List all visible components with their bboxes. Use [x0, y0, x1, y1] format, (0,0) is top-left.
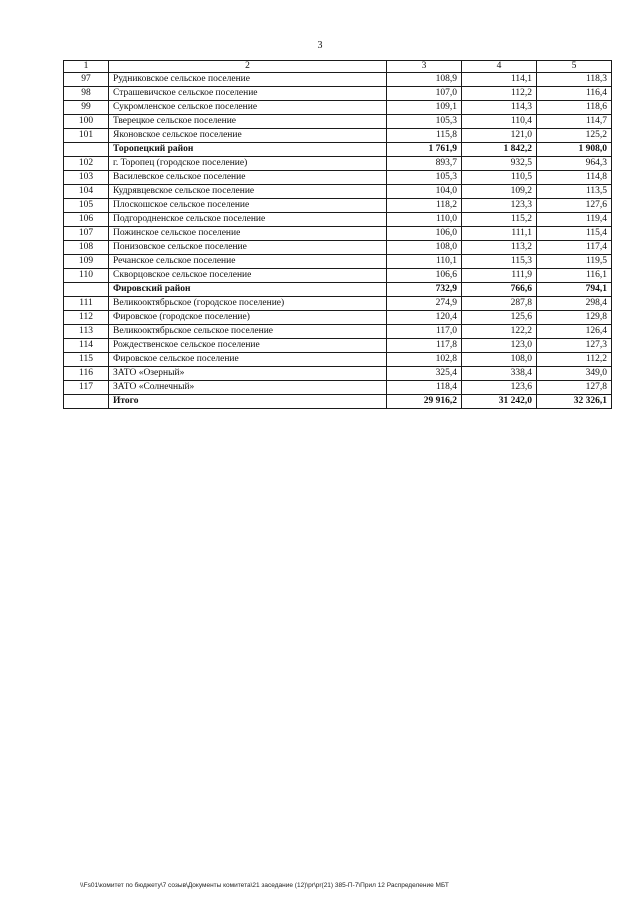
row-number: 110: [64, 269, 109, 283]
value-col-3: 110,1: [387, 255, 462, 269]
table-row: [64, 353, 612, 367]
municipality-name: Речанское сельское поселение: [109, 255, 387, 269]
value-col-5: 114,7: [537, 115, 612, 129]
row-number: 116: [64, 367, 109, 381]
row-number: 112: [64, 311, 109, 325]
column-header: 2: [109, 61, 387, 73]
municipality-name: Рождественское сельское поселение: [109, 339, 387, 353]
table-row: [64, 269, 612, 283]
row-number: 101: [64, 129, 109, 143]
value-col-3: 29 916,2: [387, 395, 462, 409]
value-col-5: 119,4: [537, 213, 612, 227]
value-col-4: 123,0: [462, 339, 537, 353]
table-row: [64, 171, 612, 185]
value-col-5: 118,6: [537, 101, 612, 115]
row-number: 104: [64, 185, 109, 199]
municipality-name: Понизовское сельское поселение: [109, 241, 387, 255]
value-col-5: 114,8: [537, 171, 612, 185]
value-col-4: 123,3: [462, 199, 537, 213]
value-col-4: 112,2: [462, 87, 537, 101]
value-col-5: 118,3: [537, 73, 612, 87]
municipality-name: Фировское (городское поселение): [109, 311, 387, 325]
table-header-row: [64, 61, 612, 73]
table-subtotal-row: [64, 395, 612, 409]
value-col-4: 125,6: [462, 311, 537, 325]
value-col-3: 118,4: [387, 381, 462, 395]
row-number: 111: [64, 297, 109, 311]
value-col-3: 109,1: [387, 101, 462, 115]
row-number: 100: [64, 115, 109, 129]
page-number: 3: [317, 40, 323, 51]
municipality-name: Кудрявцевское сельское поселение: [109, 185, 387, 199]
value-col-5: 298,4: [537, 297, 612, 311]
column-header: 4: [462, 61, 537, 73]
value-col-5: 113,5: [537, 185, 612, 199]
row-number: 113: [64, 325, 109, 339]
value-col-4: 123,6: [462, 381, 537, 395]
table-row: [64, 101, 612, 115]
table-subtotal-row: [64, 283, 612, 297]
value-col-4: 932,5: [462, 157, 537, 171]
municipality-name: Итого: [109, 395, 387, 409]
row-number: [64, 395, 109, 409]
value-col-3: 110,0: [387, 213, 462, 227]
column-header: 1: [64, 61, 109, 73]
municipality-name: г. Торопец (городское поселение): [109, 157, 387, 171]
row-number: 115: [64, 353, 109, 367]
municipality-name: Плоскошское сельское поселение: [109, 199, 387, 213]
value-col-4: 122,2: [462, 325, 537, 339]
value-col-5: 127,8: [537, 381, 612, 395]
value-col-4: 114,3: [462, 101, 537, 115]
value-col-4: 111,1: [462, 227, 537, 241]
row-number: [64, 143, 109, 157]
municipality-name: Фировское сельское поселение: [109, 353, 387, 367]
value-col-3: 106,6: [387, 269, 462, 283]
value-col-5: 349,0: [537, 367, 612, 381]
table-row: [64, 185, 612, 199]
municipality-name: Пожинское сельское поселение: [109, 227, 387, 241]
value-col-4: 110,4: [462, 115, 537, 129]
value-col-5: 127,6: [537, 199, 612, 213]
row-number: 99: [64, 101, 109, 115]
row-number: 107: [64, 227, 109, 241]
value-col-4: 287,8: [462, 297, 537, 311]
value-col-3: 893,7: [387, 157, 462, 171]
row-number: 103: [64, 171, 109, 185]
value-col-3: 120,4: [387, 311, 462, 325]
value-col-3: 117,0: [387, 325, 462, 339]
value-col-5: 126,4: [537, 325, 612, 339]
table-row: [64, 199, 612, 213]
value-col-3: 107,0: [387, 87, 462, 101]
table-row: [64, 213, 612, 227]
municipality-name: Подгородненское сельское поселение: [109, 213, 387, 227]
value-col-4: 114,1: [462, 73, 537, 87]
value-col-4: 115,3: [462, 255, 537, 269]
row-number: [64, 283, 109, 297]
value-col-5: 1 908,0: [537, 143, 612, 157]
value-col-4: 115,2: [462, 213, 537, 227]
table-subtotal-row: [64, 143, 612, 157]
row-number: 106: [64, 213, 109, 227]
value-col-3: 102,8: [387, 353, 462, 367]
municipality-name: Рудниковское сельское поселение: [109, 73, 387, 87]
value-col-3: 108,0: [387, 241, 462, 255]
value-col-3: 1 761,9: [387, 143, 462, 157]
value-col-4: 766,6: [462, 283, 537, 297]
municipality-name: Василевское сельское поселение: [109, 171, 387, 185]
table-row: [64, 325, 612, 339]
value-col-5: 32 326,1: [537, 395, 612, 409]
table-row: [64, 339, 612, 353]
municipality-name: Великооктябрьское (городское поселение): [109, 297, 387, 311]
value-col-3: 732,9: [387, 283, 462, 297]
municipality-name: Великооктябрьское сельское поселение: [109, 325, 387, 339]
value-col-3: 115,8: [387, 129, 462, 143]
value-col-3: 106,0: [387, 227, 462, 241]
value-col-4: 110,5: [462, 171, 537, 185]
table-row: [64, 255, 612, 269]
value-col-5: 125,2: [537, 129, 612, 143]
municipality-name: Сукромленское сельское поселение: [109, 101, 387, 115]
value-col-3: 274,9: [387, 297, 462, 311]
table-row: [64, 367, 612, 381]
table-row: [64, 157, 612, 171]
value-col-5: 964,3: [537, 157, 612, 171]
value-col-5: 117,4: [537, 241, 612, 255]
municipality-name: Страшевичское сельское поселение: [109, 87, 387, 101]
value-col-3: 104,0: [387, 185, 462, 199]
municipality-name: Торопецкий район: [109, 143, 387, 157]
row-number: 109: [64, 255, 109, 269]
value-col-3: 105,3: [387, 115, 462, 129]
value-col-5: 127,3: [537, 339, 612, 353]
municipality-name: Яконовское сельское поселение: [109, 129, 387, 143]
row-number: 97: [64, 73, 109, 87]
value-col-5: 115,4: [537, 227, 612, 241]
value-col-3: 325,4: [387, 367, 462, 381]
municipality-name: Тверецкое сельское поселение: [109, 115, 387, 129]
file-path-footer: \\Fs01\комитет по бюджету\7 созыв\Документы комитета\21 заседание (12)\pr\pr(21) 385-П-7\Прил 12 Распределение МБТ: [80, 882, 449, 889]
value-col-4: 121,0: [462, 129, 537, 143]
row-number: 114: [64, 339, 109, 353]
value-col-4: 113,2: [462, 241, 537, 255]
budget-distribution-table: [63, 60, 612, 409]
table-row: [64, 241, 612, 255]
row-number: 108: [64, 241, 109, 255]
table-row: [64, 87, 612, 101]
value-col-3: 118,2: [387, 199, 462, 213]
value-col-3: 108,9: [387, 73, 462, 87]
table-row: [64, 381, 612, 395]
value-col-4: 1 842,2: [462, 143, 537, 157]
value-col-4: 109,2: [462, 185, 537, 199]
municipality-name: Фировский район: [109, 283, 387, 297]
row-number: 117: [64, 381, 109, 395]
value-col-4: 111,9: [462, 269, 537, 283]
value-col-5: 794,1: [537, 283, 612, 297]
table-row: [64, 73, 612, 87]
row-number: 105: [64, 199, 109, 213]
column-header: 5: [537, 61, 612, 73]
value-col-3: 117,8: [387, 339, 462, 353]
table-row: [64, 227, 612, 241]
column-header: 3: [387, 61, 462, 73]
municipality-name: ЗАТО «Озерный»: [109, 367, 387, 381]
municipality-name: ЗАТО «Солнечный»: [109, 381, 387, 395]
row-number: 98: [64, 87, 109, 101]
table-row: [64, 297, 612, 311]
value-col-5: 116,4: [537, 87, 612, 101]
value-col-5: 119,5: [537, 255, 612, 269]
table-row: [64, 129, 612, 143]
table-row: [64, 115, 612, 129]
municipality-name: Скворцовское сельское поселение: [109, 269, 387, 283]
table-row: [64, 311, 612, 325]
value-col-5: 129,8: [537, 311, 612, 325]
value-col-4: 31 242,0: [462, 395, 537, 409]
value-col-4: 108,0: [462, 353, 537, 367]
value-col-5: 112,2: [537, 353, 612, 367]
row-number: 102: [64, 157, 109, 171]
value-col-4: 338,4: [462, 367, 537, 381]
value-col-3: 105,3: [387, 171, 462, 185]
value-col-5: 116,1: [537, 269, 612, 283]
